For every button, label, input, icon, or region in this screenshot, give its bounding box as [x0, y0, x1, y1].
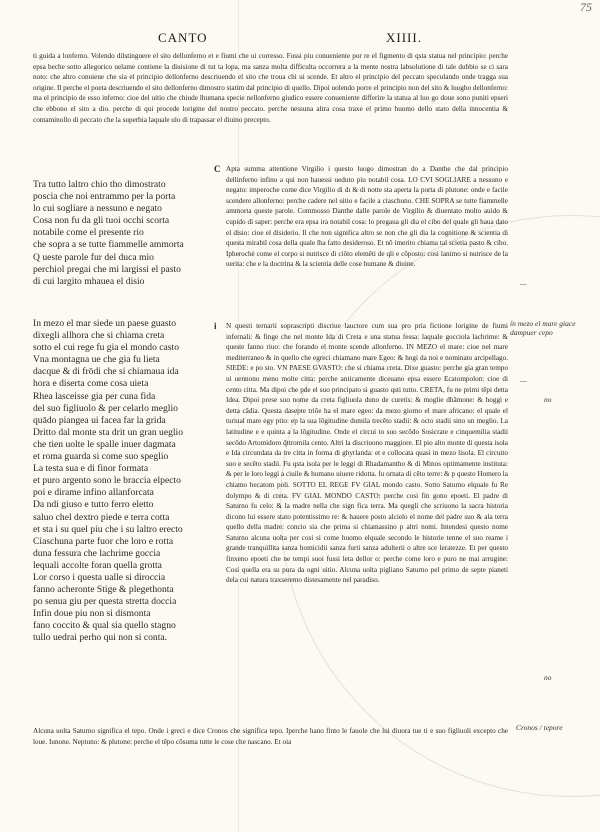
verse-line: duna fessura che lachrime goccia	[33, 547, 161, 559]
verse-line: Ciaschuna parte fuor che loro e rotta	[33, 535, 174, 547]
verse-block-first	[33, 179, 205, 288]
commentary-initial-i: i	[214, 321, 217, 331]
commentary-initial-c: C	[214, 164, 221, 174]
margin-note-main: ín mezo el mare giace dampuer cepo	[510, 319, 576, 337]
verse-line: et roma guarda si come suo speglio	[33, 451, 169, 463]
verse-line: fanno acheronte Stige & plegethonta	[33, 584, 174, 596]
verse-line: notabile come el presente rio	[33, 227, 144, 239]
margin-note-no-2: no	[544, 673, 552, 682]
verse-line: Da ndi giuso e tutto ferro eletto	[33, 499, 154, 511]
commentary-bottom: Alcuna uolta Saturno significa el tepo. Onde i greci e dice Cronos che significa tepo. Iperche hano finto le fauole che lui diuora tue ti e suo figliuoli excepto che loue. Iunone. Neptuno: & plutone: perche el tēpo cōsuma tutte le cose che nascano. Et oia	[33, 727, 508, 746]
verse-line: saluo chel dextro piede e terra cotta	[33, 511, 170, 523]
margin-dash-2: —	[520, 376, 527, 385]
verse-line: lo cui sogliare a nessuno e negato	[33, 203, 162, 215]
verse-line: Rhea lasceisse gia per cuna fida	[33, 390, 156, 402]
commentary-second: N questi ternarii soprascripti discriue lauctore cum sua pro pria fictione lorigine de fiumi infernali: & finge che nel monte Ida di Creta e una statua fessa: laquale gocciola lachrime: & queste fanno riuo: che forando el monte scende allonferno. IN MEZO el mare: cioe nel mare mediterraneo & in quello che egreci chiamano mare Egeo: & hogi da noi e nominato arcipellago. SIEDE: e po sto. VN PAESE GVASTO: che si chiama creta. Dixe guasto: perche gia gran tempo ui uennono meno molte citta: perche anticamente diceuano epsa essere Ecatompolon: cioe di cento citta. Ma dipoi che pde el suo principato si guasto qsti tutto. CRETA, fu ne primi tēpi detta Idea. Dipoi prese suo nome da creta figliuola duno de curetis: & moglie dhāmone: & hoggi e detta cādia. Questa dasepte triōe ha el mare egeo: da mezo giorno el mare africano: el quale el turiual mare egy ptio: ep la sua lōgitudine dumila trecēto stadii: & octo stadii sino un meglio. La latitudine e e quinta a la lōgitudine. Onde el circui to suo secōdo Sosicrate e cinquemilia stadii secōdo Artomidoro q̃ttromila cento. Altri la discriuono maggiore. El pio alto monte di questa isola e Ida circundata da tre citta in forma di ghyrlanda: et e collocata quasi in mezo lisola. El circuito suo e secēto stadii. Fu qsta isola per le leggi di Rhadamantho & di Minos optimamente instituta: & per le loro leggi a ciuile & humano uiuere ridotta. fu ornata di cēto terre: & p questo Homero la chiamo hecatom poli. SOTTO EL REGE FV GIAL mondo casto. Sotto Saturno elquale fu Re dolympo & di creta. FV GIAL MONDO CASTO: perche cosi fin gono epoeti. El padre di Saturno fu celo: & la madre nella che sign fica terra. Ma quegli che scriuono la sacra historia dicono lui essere stato potentissimo re: & hauere posto alcielo el nome del padre suo & ala terra quello della madre: concio sia che prima si chiamassino p altri nomi. Intendesi questo nome Saturno alcuna uolta per cosi si come huomo elquale secondo le historie tenne el suo reame i grande tranquillita sanza homicidii sanza furti sanza adulterii o altre sce leratezze. Et per questo finxeno epoeti che ne tempi suoi fussi leta dellor o: perche come loro e puro ne mai arrugine: Cosi quella era su pura da ogni uitio. Alcuna uolta pigliano Saturno pel primo de septe pianeti dela cui natura traxseremo distesamente nel paradiso.	[226, 322, 508, 585]
verse-line: et puro argento sono le braccia elpecto	[33, 475, 181, 487]
verse-line: quādo piangea ui facea far la grida	[33, 414, 166, 426]
running-head-left: CANTO	[158, 30, 208, 45]
verse-line: poscia che noi entrammo per la porta	[33, 191, 176, 203]
margin-dash-1: —	[520, 279, 527, 288]
verse-line: perchiol pregai che mi largissi el pasto	[33, 263, 181, 275]
verse-line: poi e dirame infino allanforcata	[33, 487, 154, 499]
verse-block-second	[33, 318, 205, 645]
running-head-right: XIIII.	[386, 30, 422, 45]
verse-line: Tra tutto laltro chio tho dimostrato	[33, 179, 166, 190]
verse-line: lequali accolte foran quella grotta	[33, 559, 162, 571]
commentary-top: ti guida a lonferno. Volendo dilstinguere el sito dellonferno et e fiumi che ui corresso. Fussi piu conueniente por re el figmento di qsta statua nel principio: perche epsa beche sotto allegorico uelame contiene la diuisione di tut ta lopa. ma sanza molta difficulta occorrera a la mente nostra labsolutione di tale dubbio se ci sara noto: che altro conuiene che sia el principio dellonferno descriuendo el sito che troua chi ui scende. Et altro el principio del peccato speculando onde tragga sua origine. Il perche el poeta descriuendo el sito dellonferno dimostro statim dal principio di quello. Dipoi uolendo porre el principio non del sito & luogho dellonferno: ma el principio de esso inferno: cioe del uitio che chiude lhumana specie nellonferno giudico essere conueniente differire la statua al luo go doue sono puniti epseri che ebbono el sito a dio. perche di qui procede lorigine del nostro peccato. perche nessuna altra cosa traxe el primo huomo dello stato della innocentia & contaminollo di peccato che la superbia laquale ulo di trapassar el diuino precepto.	[33, 52, 508, 124]
verse-line: che sopra a se tutte fiammelle ammorta	[33, 239, 184, 251]
verse-line: La testa sua e di finor formata	[33, 463, 149, 475]
verse-line: tullo uedrai perho qui non si conta.	[33, 632, 168, 644]
verse-line: che tien uolte le spalle inuer dagmata	[33, 438, 176, 450]
verse-line: dacque & di frōdi che si chiamaua ida	[33, 366, 179, 378]
page-number: 75	[580, 0, 592, 14]
margin-note-no-1: no	[544, 395, 552, 404]
verse-line: Q ueste parole fur del duca mio	[33, 251, 154, 263]
verse-line: Cosa non fu da gli tuoi occhi scorta	[33, 215, 170, 227]
verse-line: Dritto dal monte sta drit un gran ueglio	[33, 426, 184, 438]
commentary-first: Apta summa attentione Virgilio i questo luogo dimostran do a Danthe che dal principio dellinferno infino a qui non hauessi ueduto piu notabil cosa. LO CVI SOGLIARE a nessuno e negato: imperoche come dice Virgilio di dı & di notte sta aperta la porta di plutone: onde e facile scendere allonferno: perche cadere nel uitio e facile a ciaschuno. CHE SOPRA se tutte fiammelle ammorta queste parole. Commosso Danthe dalle parole de Virgilio & diuentato molto auido & cupido di saper: perche era epsa ira notabil cosa: lo pregaua gli dia el cibo del quale gli haua dato el disio: cioe el disiderio. Il che non significa altro se non che gli dia la cognitione & scientia di questa mirabil cosa della quale lha fatto desideroso. Et nō imerito chiama tal scietia pasto & cibo. Ipherochè come el corpo si nutrisce di ciōto elemēti de qli e cōposto: cosi lanimo si nutrisce de la uerita: che e la doctrina & la scientia delle cose humane & diuine.	[226, 165, 508, 269]
verse-line: Vna montagna ue che gia fu lieta	[33, 354, 160, 366]
verse-line: fano coccito & qual sia quello stagno	[33, 620, 176, 632]
verse-line: sotto el cui rege fu gia el mondo casto	[33, 342, 179, 354]
verse-line: del suo figliuolo & per celarlo meglio	[33, 402, 178, 414]
verse-line: Infin doue piu non si dismonta	[33, 608, 151, 620]
margin-note-cronos: Cronos / tepore	[516, 723, 563, 732]
verse-line: et sta i su quel piu che i su laltro erecto	[33, 523, 183, 535]
verse-line: dixegli allhora che si chiama creta	[33, 330, 165, 342]
verse-line: Lor corso i questa ualle si diroccia	[33, 571, 166, 583]
verse-line: po senua giu per questa stretta doccia	[33, 596, 177, 608]
verse-line: In mezo el mar siede un paese guasto	[33, 318, 177, 329]
verse-line: di cui largito mhauea el disio	[33, 275, 145, 287]
verse-line: hora e diserta come cosa uieta	[33, 378, 149, 390]
